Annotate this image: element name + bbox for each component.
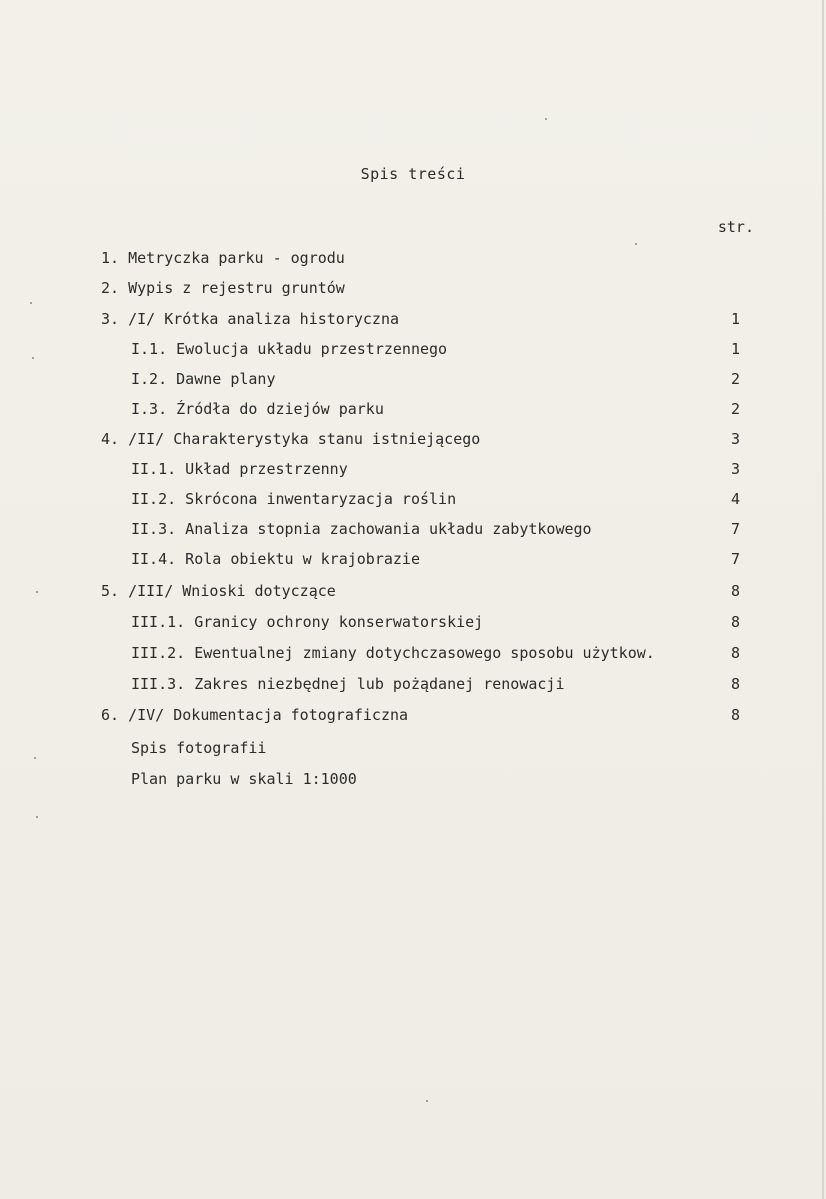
toc-entry: [131, 737, 266, 759]
toc-entry-page: 8: [730, 644, 740, 662]
paper-speck: [36, 591, 38, 593]
toc-entry-label: II.2. Skrócona inwentaryzacja roślin: [131, 490, 457, 508]
toc-entry: [131, 548, 420, 570]
toc-entry: [131, 488, 456, 510]
toc-entry: [131, 768, 357, 790]
toc-entry: [131, 338, 447, 360]
toc-entry: [131, 611, 483, 633]
toc-entry: [101, 277, 345, 299]
page-column-label: str.: [717, 218, 754, 236]
toc-entry-label: 5. /III/ Wnioski dotyczące: [101, 582, 336, 600]
toc-entry-page: 7: [730, 520, 740, 538]
toc-entry: [131, 642, 655, 664]
toc-entry-page: 3: [730, 460, 740, 478]
toc-entry: [131, 368, 276, 390]
toc-entry: [131, 518, 592, 540]
toc-entry-page: 4: [730, 490, 740, 508]
toc-entry-label: I.1. Ewolucja układu przestrzennego: [131, 340, 448, 358]
toc-entry-label: 6. /IV/ Dokumentacja fotograficzna: [101, 706, 409, 724]
toc-entry-page: 3: [730, 430, 740, 448]
toc-entry: [131, 398, 384, 420]
paper-speck: [36, 816, 38, 818]
toc-entry-label: Plan parku w skali 1:1000: [131, 770, 357, 788]
toc-entry-label: II.3. Analiza stopnia zachowania układu zabytkowego: [131, 520, 592, 538]
paper-speck: [426, 1100, 428, 1102]
toc-entry: [101, 428, 480, 450]
toc-entry-label: II.4. Rola obiektu w krajobrazie: [131, 550, 420, 568]
toc-entry-page: 8: [730, 706, 740, 724]
document-title: Spis treści: [360, 165, 466, 183]
toc-entry-page: 8: [730, 613, 740, 631]
paper-speck: [635, 243, 637, 245]
toc-entry-page: 8: [730, 675, 740, 693]
toc-entry-label: I.2. Dawne plany: [131, 370, 276, 388]
toc-entry-page: 2: [730, 370, 740, 388]
toc-entry-label: 2. Wypis z rejestru gruntów: [101, 279, 345, 297]
toc-entry-label: III.2. Ewentualnej zmiany dotychczasowego sposobu użytkow.: [131, 644, 655, 662]
paper-speck: [30, 302, 32, 304]
toc-entry-label: 1. Metryczka parku - ogrodu: [101, 249, 345, 267]
toc-entry-label: II.1. Układ przestrzenny: [131, 460, 348, 478]
toc-entry-label: Spis fotografii: [131, 739, 267, 757]
paper-speck: [32, 357, 34, 359]
toc-entry-page: 2: [730, 400, 740, 418]
toc-entry-label: I.3. Źródła do dziejów parku: [131, 400, 384, 418]
toc-entry-page: 1: [730, 340, 740, 358]
toc-entry: [131, 458, 348, 480]
toc-entry-label: 3. /I/ Krótka analiza historyczna: [101, 310, 400, 328]
toc-entry: [101, 704, 408, 726]
toc-entry-label: 4. /II/ Charakterystyka stanu istniejącego: [101, 430, 481, 448]
toc-entry: [101, 247, 345, 269]
toc-entry-page: 1: [730, 310, 740, 328]
paper-speck: [34, 757, 36, 759]
toc-entry-label: III.3. Zakres niezbędnej lub pożądanej renowacji: [131, 675, 565, 693]
toc-entry-page: 7: [730, 550, 740, 568]
toc-entry: [101, 580, 336, 602]
toc-entry-label: III.1. Granicy ochrony konserwatorskiej: [131, 613, 484, 631]
toc-entry-page: 8: [730, 582, 740, 600]
paper-speck: [545, 118, 547, 120]
toc-entry: [131, 673, 564, 695]
toc-entry: [101, 308, 399, 330]
